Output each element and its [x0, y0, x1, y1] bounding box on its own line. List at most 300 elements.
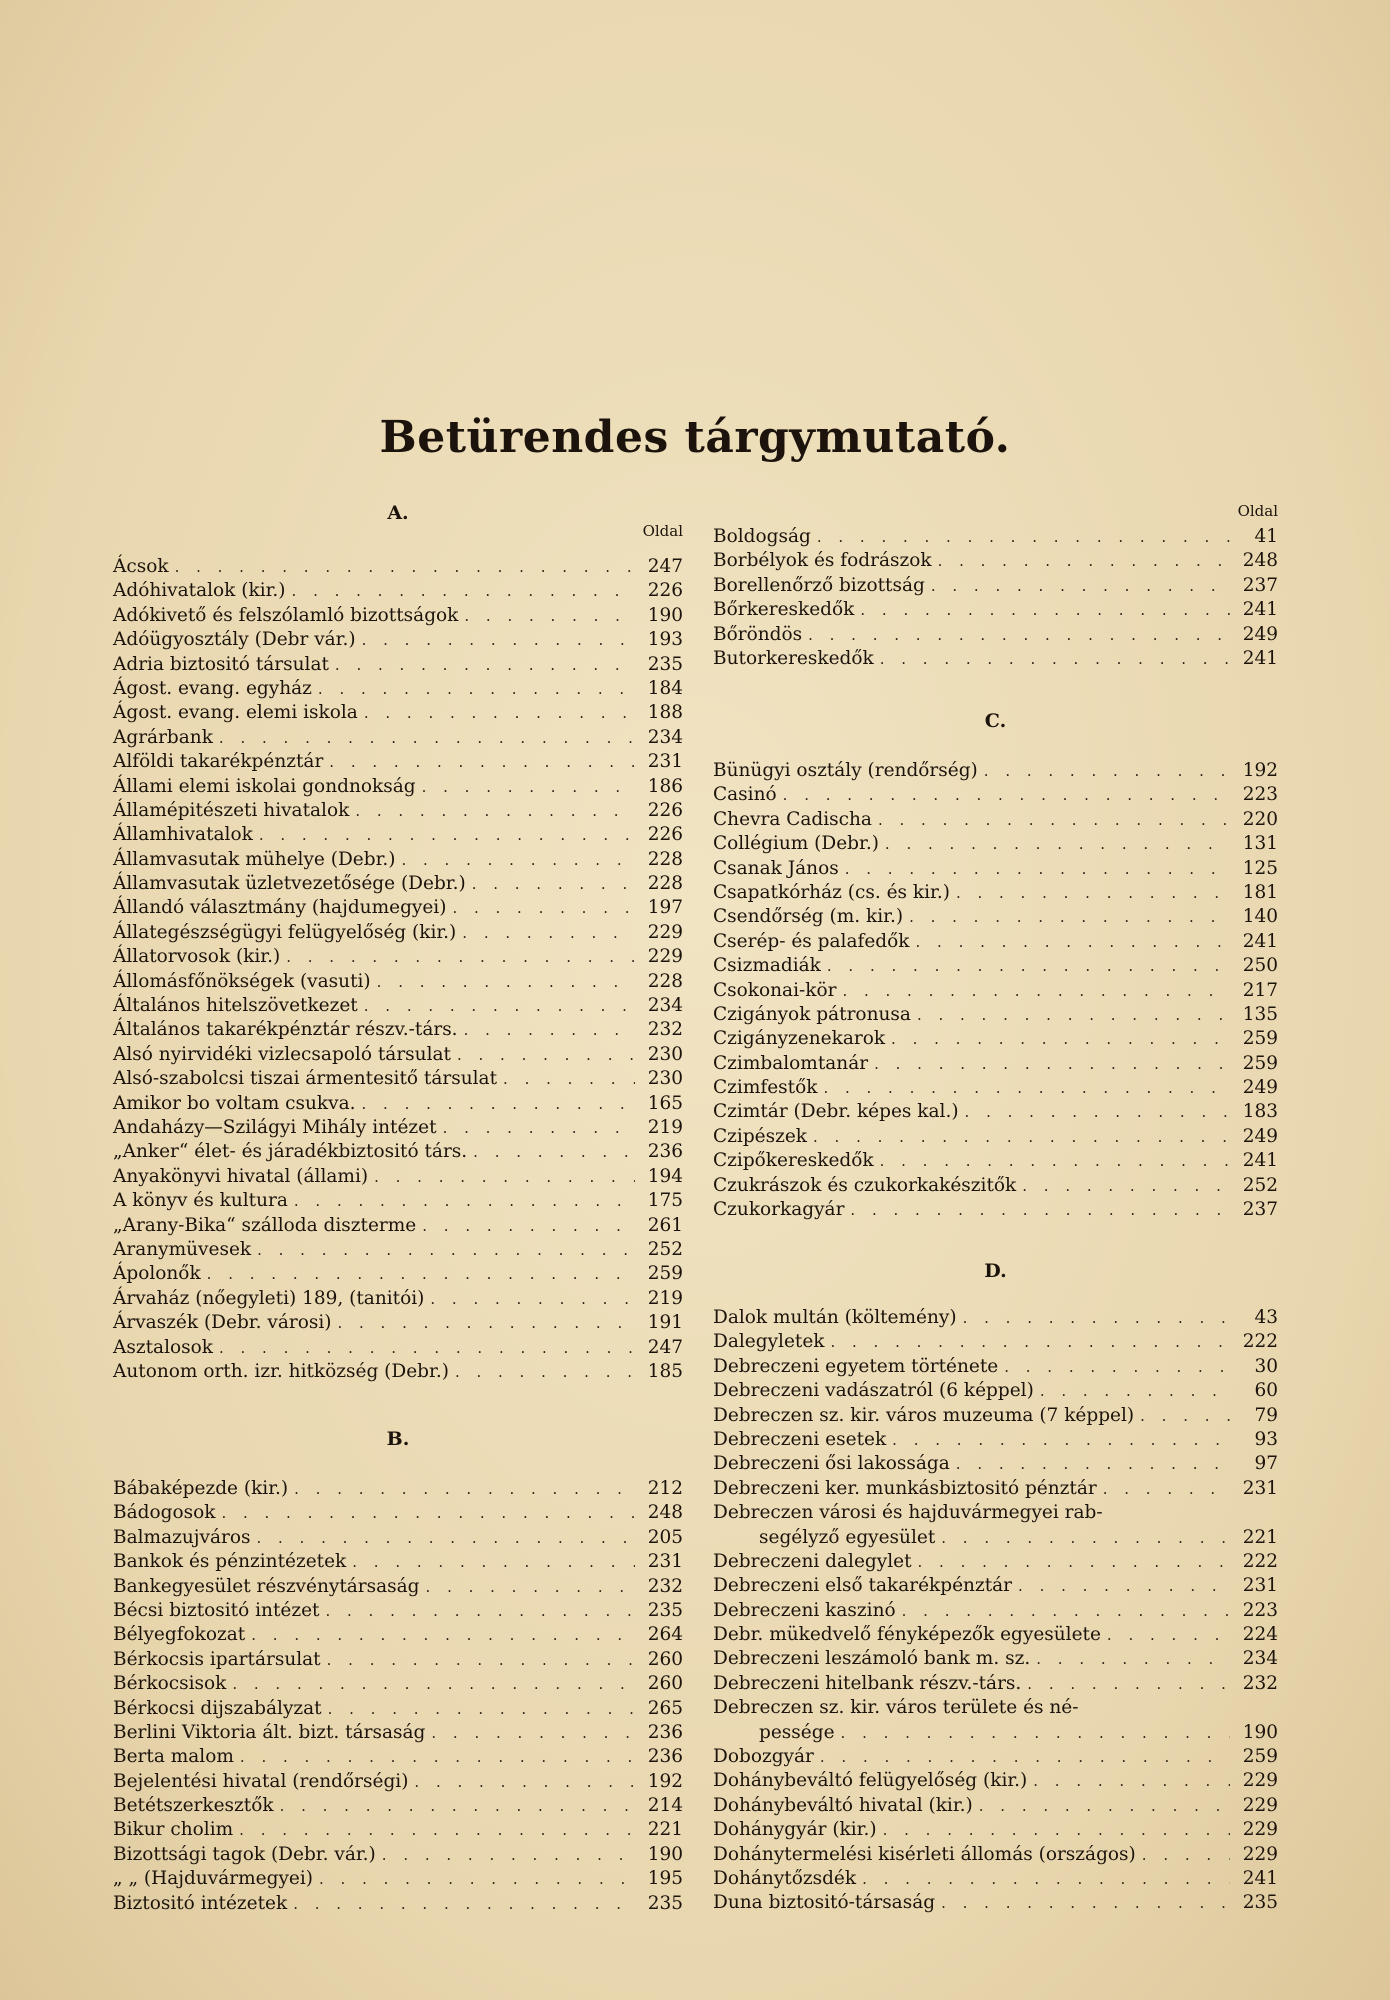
entry-title: Csanak János — [713, 857, 839, 879]
entry-title: Adria biztositó társulat — [113, 653, 329, 675]
index-entry — [113, 945, 683, 969]
index-entry — [713, 574, 1278, 598]
dot-leader — [472, 872, 635, 896]
entry-page-number: 221 — [1242, 1526, 1278, 1548]
entry-page-number: 259 — [1242, 1746, 1278, 1768]
dot-leader — [294, 1477, 635, 1501]
entry-title: Bőrkereskedők — [713, 599, 855, 621]
entry-title: Bankok és pénzintézetek — [113, 1551, 347, 1573]
index-entry — [113, 1648, 683, 1672]
entry-title: Állandó választmány (hajdumegyei) — [113, 897, 447, 919]
dot-leader — [862, 1867, 1230, 1891]
entry-title: Chevra Cadischa — [713, 808, 872, 830]
entry-page-number: 131 — [1242, 833, 1278, 855]
dot-leader — [1103, 1477, 1230, 1501]
entry-page-number: 79 — [1254, 1404, 1278, 1426]
index-entry — [713, 549, 1278, 573]
entry-page-number: 165 — [647, 1092, 683, 1114]
dot-leader — [251, 1623, 635, 1647]
entry-page-number: 192 — [1242, 760, 1278, 781]
index-entry — [113, 1599, 683, 1623]
index-entry — [113, 1092, 683, 1116]
entry-title: Debreczen sz. kir. város területe és né- — [713, 1697, 1079, 1719]
dot-leader — [1018, 1574, 1230, 1598]
entry-page-number: 231 — [647, 1551, 683, 1573]
entry-title: Dohánygyár (kir.) — [713, 1819, 877, 1841]
index-entry — [113, 1867, 683, 1891]
index-entry — [113, 1794, 683, 1818]
entry-page-number: 222 — [1242, 1331, 1278, 1353]
section-heading-c: C. — [984, 710, 1007, 732]
index-entry — [713, 1647, 1278, 1671]
dot-leader — [414, 1770, 635, 1794]
entry-page-number: 219 — [647, 1116, 683, 1138]
entry-title: Berlini Viktoria ált. bizt. társaság — [113, 1721, 426, 1743]
entry-title: Debreczeni vadászatról (6 képpel) — [713, 1380, 1034, 1402]
index-entry — [713, 1672, 1278, 1696]
dot-leader — [355, 799, 635, 823]
entry-page-number: 236 — [647, 1721, 683, 1743]
dot-leader — [885, 832, 1230, 856]
entry-page-number: 186 — [647, 775, 683, 797]
index-entry — [113, 1550, 683, 1574]
entry-title: „Arany-Bika“ szálloda diszterme — [113, 1214, 417, 1236]
entry-page-number: 247 — [647, 556, 683, 577]
index-entry — [713, 1769, 1278, 1793]
index-entry — [713, 979, 1278, 1003]
entry-title: Balmazujváros — [113, 1526, 251, 1548]
entry-title: Andaházy—Szilágyi Mihály intézet — [113, 1116, 437, 1138]
entry-page-number: 212 — [647, 1478, 683, 1499]
entry-page-number: 234 — [1242, 1648, 1278, 1670]
entry-page-number: 60 — [1254, 1380, 1278, 1402]
index-entry — [113, 1336, 683, 1360]
entry-title: Debreczeni esetek — [713, 1428, 887, 1450]
index-entry — [113, 653, 683, 677]
entry-page-number: 30 — [1254, 1355, 1278, 1377]
dot-leader — [219, 1336, 635, 1360]
entry-title: Debreczeni kaszinó — [713, 1599, 896, 1621]
dot-leader — [827, 954, 1230, 978]
index-entry — [113, 799, 683, 823]
entry-title: Bádogosok — [113, 1502, 216, 1524]
dot-leader — [941, 1526, 1230, 1550]
index-list-c — [713, 759, 1278, 1222]
dot-leader — [938, 549, 1230, 573]
index-entry — [713, 623, 1278, 647]
dot-leader — [318, 677, 635, 701]
entry-page-number: 228 — [647, 848, 683, 870]
dot-leader — [452, 896, 635, 920]
entry-page-number: 193 — [647, 629, 683, 651]
index-entry — [113, 970, 683, 994]
entry-page-number: 241 — [1242, 1867, 1278, 1889]
entry-title: Czimbalomtanár — [713, 1052, 869, 1074]
index-entry — [113, 1843, 683, 1867]
dot-leader — [443, 1116, 635, 1140]
entry-page-number: 184 — [647, 677, 683, 699]
dot-leader — [979, 1794, 1230, 1818]
entry-title: Dalok multán (költemény) — [713, 1307, 957, 1328]
index-list-a — [113, 555, 683, 1384]
entry-title: segélyző egyesület — [759, 1526, 936, 1548]
dot-leader — [422, 775, 635, 799]
entry-title: Adóhivatalok (kir.) — [113, 580, 286, 602]
entry-page-number: 232 — [1242, 1672, 1278, 1694]
entry-title: Államhivatalok — [113, 824, 253, 846]
dot-leader — [175, 555, 635, 579]
entry-title: Czimtár (Debr. képes kal.) — [713, 1101, 959, 1123]
dot-leader — [239, 1818, 635, 1842]
entry-title: Államvasutak mühelye (Debr.) — [113, 848, 396, 870]
index-entry — [113, 1043, 683, 1067]
dot-leader — [880, 647, 1230, 671]
entry-page-number: 226 — [647, 824, 683, 846]
dot-leader — [1022, 1174, 1230, 1198]
dot-leader — [430, 1287, 635, 1311]
entry-title: Aranymüvesek — [113, 1238, 252, 1260]
dot-leader — [878, 808, 1230, 832]
dot-leader — [293, 1892, 635, 1916]
entry-page-number: 264 — [647, 1624, 683, 1646]
entry-title: Bábaképezde (kir.) — [113, 1478, 289, 1499]
section-heading-d: D. — [984, 1260, 1007, 1282]
index-entry — [713, 1843, 1278, 1867]
entry-title: Ágost. evang. elemi iskola — [113, 702, 358, 724]
entry-title: Bélyegfokozat — [113, 1624, 246, 1646]
entry-page-number: 229 — [1242, 1819, 1278, 1841]
index-entry — [713, 1076, 1278, 1100]
index-entry — [713, 1526, 1278, 1550]
entry-title: Collégium (Debr.) — [713, 833, 879, 855]
entry-page-number: 235 — [647, 653, 683, 675]
index-entry — [113, 726, 683, 750]
entry-page-number: 229 — [1242, 1770, 1278, 1792]
entry-title: Adókivető és felszólamló bizottságok — [113, 604, 459, 626]
dot-leader — [931, 574, 1230, 598]
entry-page-number: 237 — [1242, 1199, 1278, 1221]
index-entry — [713, 1574, 1278, 1598]
index-entry — [113, 775, 683, 799]
entry-title: Bejelentési hivatal (rendőrségi) — [113, 1770, 409, 1792]
entry-page-number: 229 — [1242, 1794, 1278, 1816]
dot-leader — [874, 1052, 1230, 1076]
entry-page-number: 197 — [647, 897, 683, 919]
entry-title: Amikor bo voltam csukva. — [113, 1092, 356, 1114]
index-entry — [713, 1125, 1278, 1149]
entry-title: Debreczeni egyetem története — [713, 1355, 999, 1377]
entry-title: Debreczeni ősi lakossága — [713, 1453, 950, 1475]
index-entry — [113, 1721, 683, 1745]
entry-page-number: 43 — [1254, 1307, 1278, 1328]
dot-leader — [328, 1697, 635, 1721]
entry-title: Borbélyok és fodrászok — [713, 550, 932, 572]
entry-page-number: 231 — [1242, 1575, 1278, 1597]
entry-title: Állomásfőnökségek (vasuti) — [113, 970, 371, 992]
entry-title: Czigányok pátronusa — [713, 1003, 911, 1025]
entry-title: Autonom orth. izr. hitközség (Debr.) — [113, 1360, 449, 1382]
entry-page-number: 234 — [647, 726, 683, 748]
entry-title: Államépitészeti hivatalok — [113, 799, 350, 821]
entry-title: Állami elemi iskolai gondnokság — [113, 775, 416, 797]
index-entry — [113, 1287, 683, 1311]
dot-leader — [257, 1238, 635, 1262]
index-entry — [713, 1599, 1278, 1623]
entry-page-number: 192 — [647, 1770, 683, 1792]
index-entry — [713, 1623, 1278, 1647]
dot-leader — [918, 1550, 1230, 1574]
dot-leader — [329, 750, 635, 774]
index-entry — [713, 1696, 1278, 1720]
entry-page-number: 222 — [1242, 1550, 1278, 1572]
entry-title: Butorkereskedők — [713, 647, 874, 669]
entry-page-number: 230 — [647, 1043, 683, 1065]
dot-leader — [956, 1452, 1230, 1476]
dot-leader — [1004, 1355, 1230, 1379]
index-list-b — [113, 1477, 683, 1916]
entry-title: Alsó-szabolcsi tiszai ármentesitő társulat — [113, 1068, 498, 1090]
dot-leader — [240, 1745, 635, 1769]
index-list-b-continued — [713, 525, 1278, 671]
entry-page-number: 259 — [1242, 1028, 1278, 1050]
index-entry — [113, 1214, 683, 1238]
entry-page-number: 223 — [1242, 1599, 1278, 1621]
entry-title: Csapatkórház (cs. és kir.) — [713, 881, 950, 903]
entry-title: Bankegyesület részvénytársaság — [113, 1575, 420, 1597]
dot-leader — [219, 726, 635, 750]
index-entry — [713, 1174, 1278, 1198]
entry-page-number: 226 — [647, 580, 683, 602]
page-column-label-left: Oldal — [642, 522, 683, 540]
entry-title: Dalegyletek — [713, 1331, 825, 1353]
dot-leader — [335, 653, 635, 677]
index-entry — [713, 759, 1278, 783]
entry-title: Dohánytermelési kisérleti állomás (országos) — [713, 1843, 1136, 1865]
entry-page-number: 235 — [647, 1599, 683, 1621]
dot-leader — [422, 1214, 635, 1238]
dot-leader — [294, 1189, 635, 1213]
entry-page-number: 228 — [647, 970, 683, 992]
index-entry — [713, 808, 1278, 832]
index-entry — [113, 1360, 683, 1384]
entry-page-number: 241 — [1242, 930, 1278, 952]
entry-page-number: 232 — [647, 1019, 683, 1041]
dot-leader — [883, 1818, 1230, 1842]
section-heading-b: B. — [386, 1428, 410, 1450]
index-entry — [113, 555, 683, 579]
entry-page-number: 188 — [647, 702, 683, 724]
index-entry — [713, 598, 1278, 622]
entry-title: Debreczeni ker. munkásbiztositó pénztár — [713, 1477, 1097, 1499]
dot-leader — [1036, 1647, 1230, 1671]
entry-page-number: 219 — [647, 1287, 683, 1309]
index-entry — [713, 1404, 1278, 1428]
entry-title: Általános takarékpénztár részv.-társ. — [113, 1019, 458, 1041]
entry-page-number: 241 — [1242, 599, 1278, 621]
index-entry — [113, 1067, 683, 1091]
index-entry — [713, 1794, 1278, 1818]
entry-page-number: 229 — [647, 946, 683, 968]
entry-title: Borellenőrző bizottság — [713, 574, 925, 596]
entry-page-number: 248 — [647, 1502, 683, 1524]
entry-title: Állatorvosok (kir.) — [113, 946, 281, 968]
entry-page-number: 235 — [1242, 1892, 1278, 1914]
dot-leader — [337, 1311, 635, 1335]
index-entry — [113, 604, 683, 628]
dot-leader — [830, 1330, 1230, 1354]
index-entry — [113, 1526, 683, 1550]
index-entry — [113, 701, 683, 725]
entry-title: Biztositó intézetek — [113, 1892, 288, 1914]
dot-leader — [377, 970, 635, 994]
entry-page-number: 236 — [647, 1746, 683, 1768]
index-entry — [713, 1330, 1278, 1354]
index-entry — [113, 1770, 683, 1794]
dot-leader — [503, 1067, 635, 1091]
entry-title: Alsó nyirvidéki vizlecsapoló társulat — [113, 1043, 451, 1065]
entry-page-number: 249 — [1242, 623, 1278, 645]
index-entry — [113, 1575, 683, 1599]
dot-leader — [965, 1100, 1230, 1124]
index-entry — [113, 921, 683, 945]
entry-page-number: 217 — [1242, 979, 1278, 1001]
dot-leader — [319, 1867, 635, 1891]
index-entry — [713, 1428, 1278, 1452]
index-entry — [113, 750, 683, 774]
dot-leader — [1027, 1672, 1230, 1696]
entry-page-number: 241 — [1242, 647, 1278, 669]
index-entry — [113, 1018, 683, 1042]
entry-title: Czipőkereskedők — [713, 1150, 874, 1172]
dot-leader — [455, 1360, 635, 1384]
index-entry — [713, 1100, 1278, 1124]
index-entry — [113, 1238, 683, 1262]
entry-title: Debreczeni leszámoló bank m. sz. — [713, 1648, 1031, 1670]
entry-page-number: 190 — [647, 1843, 683, 1865]
dot-leader — [909, 905, 1230, 929]
dot-leader — [813, 1125, 1230, 1149]
entry-title: Anyakönyvi hivatal (állami) — [113, 1165, 369, 1187]
entry-page-number: 190 — [647, 604, 683, 626]
entry-page-number: 265 — [647, 1697, 683, 1719]
entry-page-number: 260 — [647, 1648, 683, 1670]
entry-title: Debreczeni hitelbank részv.-társ. — [713, 1672, 1022, 1694]
dot-leader — [783, 783, 1230, 807]
entry-page-number: 250 — [1242, 955, 1278, 977]
entry-page-number: 41 — [1254, 526, 1278, 547]
dot-leader — [464, 604, 635, 628]
entry-title: „ „ (Hajduvármegyei) — [113, 1868, 313, 1890]
entry-page-number: 230 — [647, 1068, 683, 1090]
entry-title: Debreczeni első takarékpénztár — [713, 1575, 1013, 1597]
entry-title: A könyv és kultura — [113, 1190, 288, 1212]
index-entry — [713, 1027, 1278, 1051]
dot-leader — [1140, 1404, 1230, 1428]
dot-leader — [1107, 1623, 1230, 1647]
entry-title: Adóügyosztály (Debr vár.) — [113, 629, 356, 651]
entry-title: Czimfestők — [713, 1077, 818, 1099]
index-entry — [113, 1672, 683, 1696]
entry-title: Csizmadiák — [713, 955, 821, 977]
entry-page-number: 234 — [647, 995, 683, 1017]
dot-leader — [462, 921, 635, 945]
entry-page-number: 259 — [1242, 1052, 1278, 1074]
index-entry — [713, 525, 1278, 549]
entry-title: Bérkocsi dijszabályzat — [113, 1697, 322, 1719]
entry-title: Árvaszék (Debr. városi) — [113, 1312, 332, 1334]
index-entry — [713, 1379, 1278, 1403]
index-entry — [713, 1198, 1278, 1222]
index-entry — [113, 628, 683, 652]
dot-leader — [917, 1003, 1230, 1027]
entry-page-number: 235 — [647, 1892, 683, 1914]
entry-page-number: 185 — [647, 1360, 683, 1382]
dot-leader — [891, 1027, 1230, 1051]
dot-leader — [808, 623, 1230, 647]
entry-title: Árvaház (nőegyleti) 189, (tanitói) — [113, 1287, 425, 1309]
entry-title: Berta malom — [113, 1746, 234, 1768]
dot-leader — [286, 945, 635, 969]
dot-leader — [457, 1043, 635, 1067]
entry-page-number: 231 — [1242, 1477, 1278, 1499]
dot-leader — [473, 1140, 635, 1164]
dot-leader — [292, 579, 635, 603]
index-entry — [113, 994, 683, 1018]
entry-title: Bőröndös — [713, 623, 803, 645]
entry-title: Bérkocsis ipartársulat — [113, 1648, 321, 1670]
index-entry — [113, 677, 683, 701]
index-list-d — [713, 1306, 1278, 1916]
index-entry — [113, 1116, 683, 1140]
dot-leader — [817, 525, 1230, 549]
dot-leader — [364, 994, 635, 1018]
entry-title: Ápolonők — [113, 1263, 201, 1285]
entry-page-number: 261 — [647, 1214, 683, 1236]
dot-leader — [842, 979, 1230, 1003]
entry-title: Czukorkagyár — [713, 1199, 845, 1221]
index-entry — [713, 1355, 1278, 1379]
entry-title: Boldogság — [713, 526, 811, 547]
dot-leader — [431, 1721, 635, 1745]
dot-leader — [850, 1198, 1230, 1222]
entry-title: Agrárbank — [113, 726, 213, 748]
index-entry — [113, 1501, 683, 1525]
entry-page-number: 221 — [647, 1819, 683, 1841]
dot-leader — [860, 598, 1230, 622]
dot-leader — [374, 1165, 635, 1189]
entry-page-number: 175 — [647, 1190, 683, 1212]
index-entry — [113, 1745, 683, 1769]
entry-page-number: 237 — [1242, 574, 1278, 596]
index-entry — [113, 1165, 683, 1189]
entry-title: Bécsi biztositó intézet — [113, 1599, 320, 1621]
index-entry — [713, 905, 1278, 929]
entry-page-number: 195 — [647, 1868, 683, 1890]
index-entry — [713, 881, 1278, 905]
dot-leader — [259, 823, 635, 847]
index-entry — [713, 954, 1278, 978]
dot-leader — [362, 1092, 636, 1116]
entry-page-number: 226 — [647, 799, 683, 821]
dot-leader — [426, 1575, 635, 1599]
entry-page-number: 140 — [1242, 906, 1278, 928]
index-entry — [713, 857, 1278, 881]
dot-leader — [902, 1599, 1230, 1623]
entry-page-number: 183 — [1242, 1101, 1278, 1123]
entry-page-number: 249 — [1242, 1077, 1278, 1099]
dot-leader — [221, 1501, 635, 1525]
index-entry — [113, 823, 683, 847]
